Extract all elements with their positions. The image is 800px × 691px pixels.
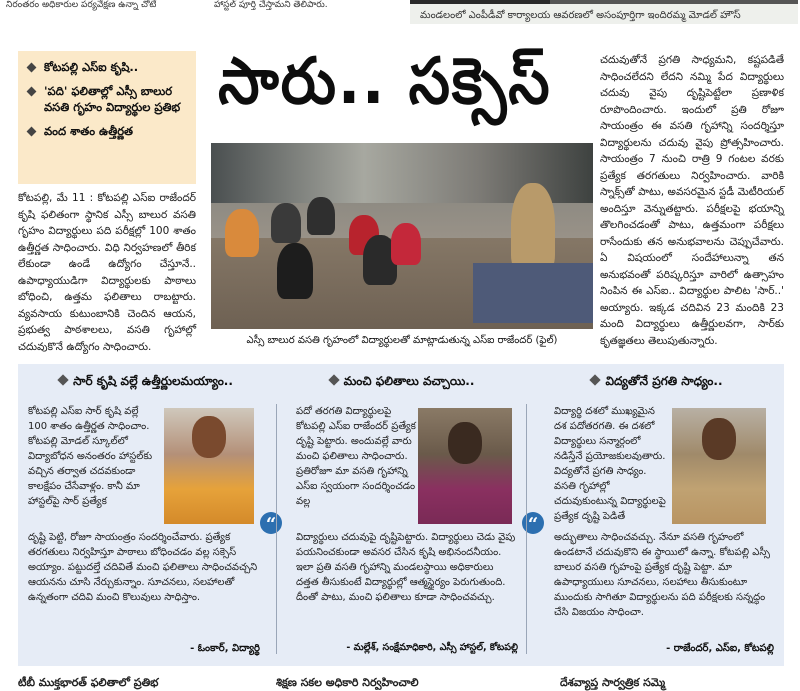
left-body-text: కోటపల్లి, మే 11 : కోటపల్లి ఎస్‌ఐ రాజేందర్ కృషి ఫలితంగా స్థానిక ఎస్సీ బాలుర వసతి గృహం విద్యార్థులు పది పరీక్షల్లో 100 శాతం ఉత్తీర్ణత సాధించారు. విధి నిర్వహణలో తీరిక లేకుండా ఉండే ఉద్యోగం చేస్తూనే.. ఉపాధ్యాయుడిగా విద్యార్థులకు పాఠాలు బోధించి, ఉత్తమ ఫలితాలు రాబట్టారు. వ్యవసాయ కుటుంబానికి చెందిన ఆయన, ప్రభుత్వ పాఠశాలలు, వసతి గృహాల్లో చదువుకొనే ఉద్యోగం సాధించారు. [18,192,196,353]
photo-student [391,223,421,265]
section-divider [526,404,527,654]
section-title [530,374,784,391]
main-photo [211,143,593,329]
portrait-si [672,408,766,524]
section-title-text: విద్యతోనే ప్రగతి సాధ్యం.. [605,374,723,388]
photo-officer [511,183,555,273]
headline: సారు.. సక్సెస్ [218,45,552,119]
right-body-text: చదువుతోనే ప్రగతి సాధ్యమని, కష్టపడితే సాధించలేదని లేదని నమ్మి పేద విద్యార్థులు చదువు వైపు దృష్టిపెట్టేలా ప్రణాళిక రూపొందించారు. ఇందులో ప్రతి రోజూ సాయంత్రం ఈ వసతి గృహాన్ని సందర్శిస్తూ విద్యార్థులను చదువు వైపు ప్రోత్సహించారు. సాయంత్రం 7 నుంచి రాత్రి 9 గంటల వరకు ప్రత్యేక తరగతులు నిర్వహించారు. వారికి స్నాక్స్‌తో పాటు, అవసరమైన స్టడీ మెటీరియల్ అందిస్తూ వెన్నుతట్టారు. పరీక్షలపై భయాన్ని తొలగించడంతో పాటు, ఉత్తమంగా పరీక్షలు రాసేందుకు తన అనుభవాలను చెప్పుచేవారు. ఏ విషయంలో సందేహాలున్నా తన అనుభవంతో పరిష్కరిస్తూ వారిలో ఉత్సాహం నింపిన ఈ ఎస్‌ఐ.. విద్యార్థుల పాలిట 'సార్..' అయ్యారు. ఇక్కడ చదివిన 23 మందికి 23 మంది విద్యార్థులు ఉత్తీర్ణులవగా, సార్‌కు కృతజ్ఞతలు తెలుపుతున్నారు. [600,54,784,347]
photo-student [307,197,335,235]
top-strip [0,0,800,24]
top-strip-col2: హాస్టల్ పూర్తి చేస్తామని తెలిపారు. [214,0,328,10]
portrait-student [164,408,254,524]
diamond-icon [57,374,68,385]
portrait-warden [418,408,512,524]
photo-student [225,209,259,257]
section-text-top: పదో తరగతి విద్యార్థులపై కోటపల్లి ఎస్‌ఐ రాజేందర్ ప్రత్యేక దృష్టి పెట్టారు. అందువల్లే వారు మంచి ఫలితాలు సాధించారు. ప్రతిరోజూ మా వసతి గృహాన్ని ఎస్‌ఐ స్వయంగా సందర్శించడం వల్ల [296,406,416,507]
section-byline: - రాజేందర్, ఎస్‌ఐ, కోటపల్లి [666,643,774,654]
quote-section-rajender [530,364,784,666]
section-title [18,374,274,391]
bottom-headline: శిక్షణ సకల అధికారి నిర్వహించాలి [276,676,419,689]
highlight-item: వంద శాతం ఉత్తీర్ణత [24,123,190,139]
bottom-headline: టీబీ ముక్తభారత్ ఫలితాలో ప్రతిభ [18,676,159,689]
photo-mat [473,263,593,323]
section-byline: - మల్లేశ్, సంక్షేమాధికారి, ఎస్సీ హాస్టల్, కోటపల్లి [346,642,518,653]
section-byline: - ఓంకార్, విద్యార్థి [190,643,260,654]
photo-student [277,243,313,299]
portrait-face [702,418,736,460]
diamond-icon [590,374,601,385]
section-title-text: సార్ కృషి వల్లే ఉత్తీర్ణులమయ్యాం.. [73,374,233,388]
section-text-bottom: అద్భుతాలు సాధించవచ్చు. నేనూ వసతి గృహంలో ఉండటానే చదువుకొని ఈ స్థాయిలో ఉన్నా. కోటపల్లి ఎస్సీ బాలుర వసతి గృహంపై ప్రత్యేక దృష్టి పెట్టా. మా ఉపాధ్యాయులు సూచనలు, సలహాలు తీసుకుంటూ ముందుకు సాగితూ విద్యార్థులను పది పరీక్షలకు సన్నద్ధం చేసి విజయం సాధించా. [554,532,770,618]
section-text-top: కోటపల్లి ఎస్‌ఐ సార్ కృషి వల్లే 100 శాతం ఉత్తీర్ణత సాధించాం. కోటపల్లి మోడల్ స్కూల్‌లో విద్యాబోధన అనంతరం హాస్టల్‌కు వచ్చిన తర్వాత చదవకుండా కాలక్షేపం చేసేవాళ్లం. కానీ మా హాస్టల్‌పై సార్ ప్రత్యేక [28,406,153,507]
section-text-top: విద్యార్థి దశలో ముఖ్యమైన దశ పదోతరగతి. ఈ దశలో విద్యార్థులు సన్మార్గంలో నడిస్తేనే ప్రయోజకులవుతారు. విద్యతోనే ప్రగతి సాధ్యం. వసతి గృహాల్లో చదువుకుంటున్న విద్యార్థులపై ప్రత్యేక దృష్టి పెడితే [554,406,666,522]
top-strip-caption: మండలంలో ఎంపీడీవో కార్యాలయ ఆవరణలో అసంపూర్తిగా ఇందిరమ్మ మోడల్ హౌస్ [410,0,798,24]
photo-student [271,203,301,243]
portrait-face [192,416,226,458]
section-title-text: మంచి ఫలితాలు వచ్చాయి.. [343,374,475,388]
quote-icon: “ [522,512,544,534]
quote-section-mallesh [280,364,539,666]
portrait-face [448,422,482,464]
section-divider [276,404,277,654]
section-title [280,374,524,391]
section-text-bottom: విద్యార్థులు చదువుపై దృష్టిపెట్టారు. విద్యార్థులు చెడు వైపు పయనించకుండా అవసర చేసిన కృషి అభినందనీయం. ఇలా ప్రతి వసతి గృహాన్ని మండలస్థాయి అధికారులు దత్తత తీసుకుంటే విద్యార్థుల్లో ఆత్మస్థైర్యం పెరుగుతుంది. దీంతో పాటు, మంచి ఫలితాలు కూడా సాధించవచ్చు. [296,532,516,603]
section-text-bottom: దృష్టి పెట్టి, రోజూ సాయంత్రం సందర్శించేవారు. ప్రత్యేక తరగతులు నిర్వహిస్తూ పాఠాలు బోధించడం వల్ల సక్సెస్ అయ్యాం. పట్టుదల్తే చదివితే మంచి ఫలితాలు సాధించవచ్చని ఆయనను చూసి నేర్చుకున్నాం. సూచనలు, సలహాలతో ఉన్నతంగా చదివి మంచి కొలువులు సాధిస్తాం. [28,532,258,603]
photo-caption: ఎస్సీ బాలుర వసతి గృహంలో విద్యార్థులతో మాట్లాడుతున్న ఎస్‌ఐ రాజేందర్ (ఫైల్) [246,335,558,346]
highlight-item: 'పది' ఫలితాల్లో ఎస్సీ బాలుర వసతి గృహం విద్యార్థుల ప్రతిభ [24,83,190,115]
quotes-box [18,364,784,666]
top-strip-col1: నిరంతరం అధికారుల పర్యవేక్షణ ఉన్నా చోటే [6,0,157,10]
highlights-box [18,51,196,184]
quote-section-omkar [18,364,277,666]
diamond-icon [328,374,339,385]
bottom-strip [0,674,800,691]
quote-icon: “ [260,512,282,534]
bottom-headline: దేశవ్యాప్త సార్వత్రిక సమ్మె [560,676,666,689]
highlight-item: కోటపల్లి ఎస్‌ఐ కృషి.. [24,59,190,75]
